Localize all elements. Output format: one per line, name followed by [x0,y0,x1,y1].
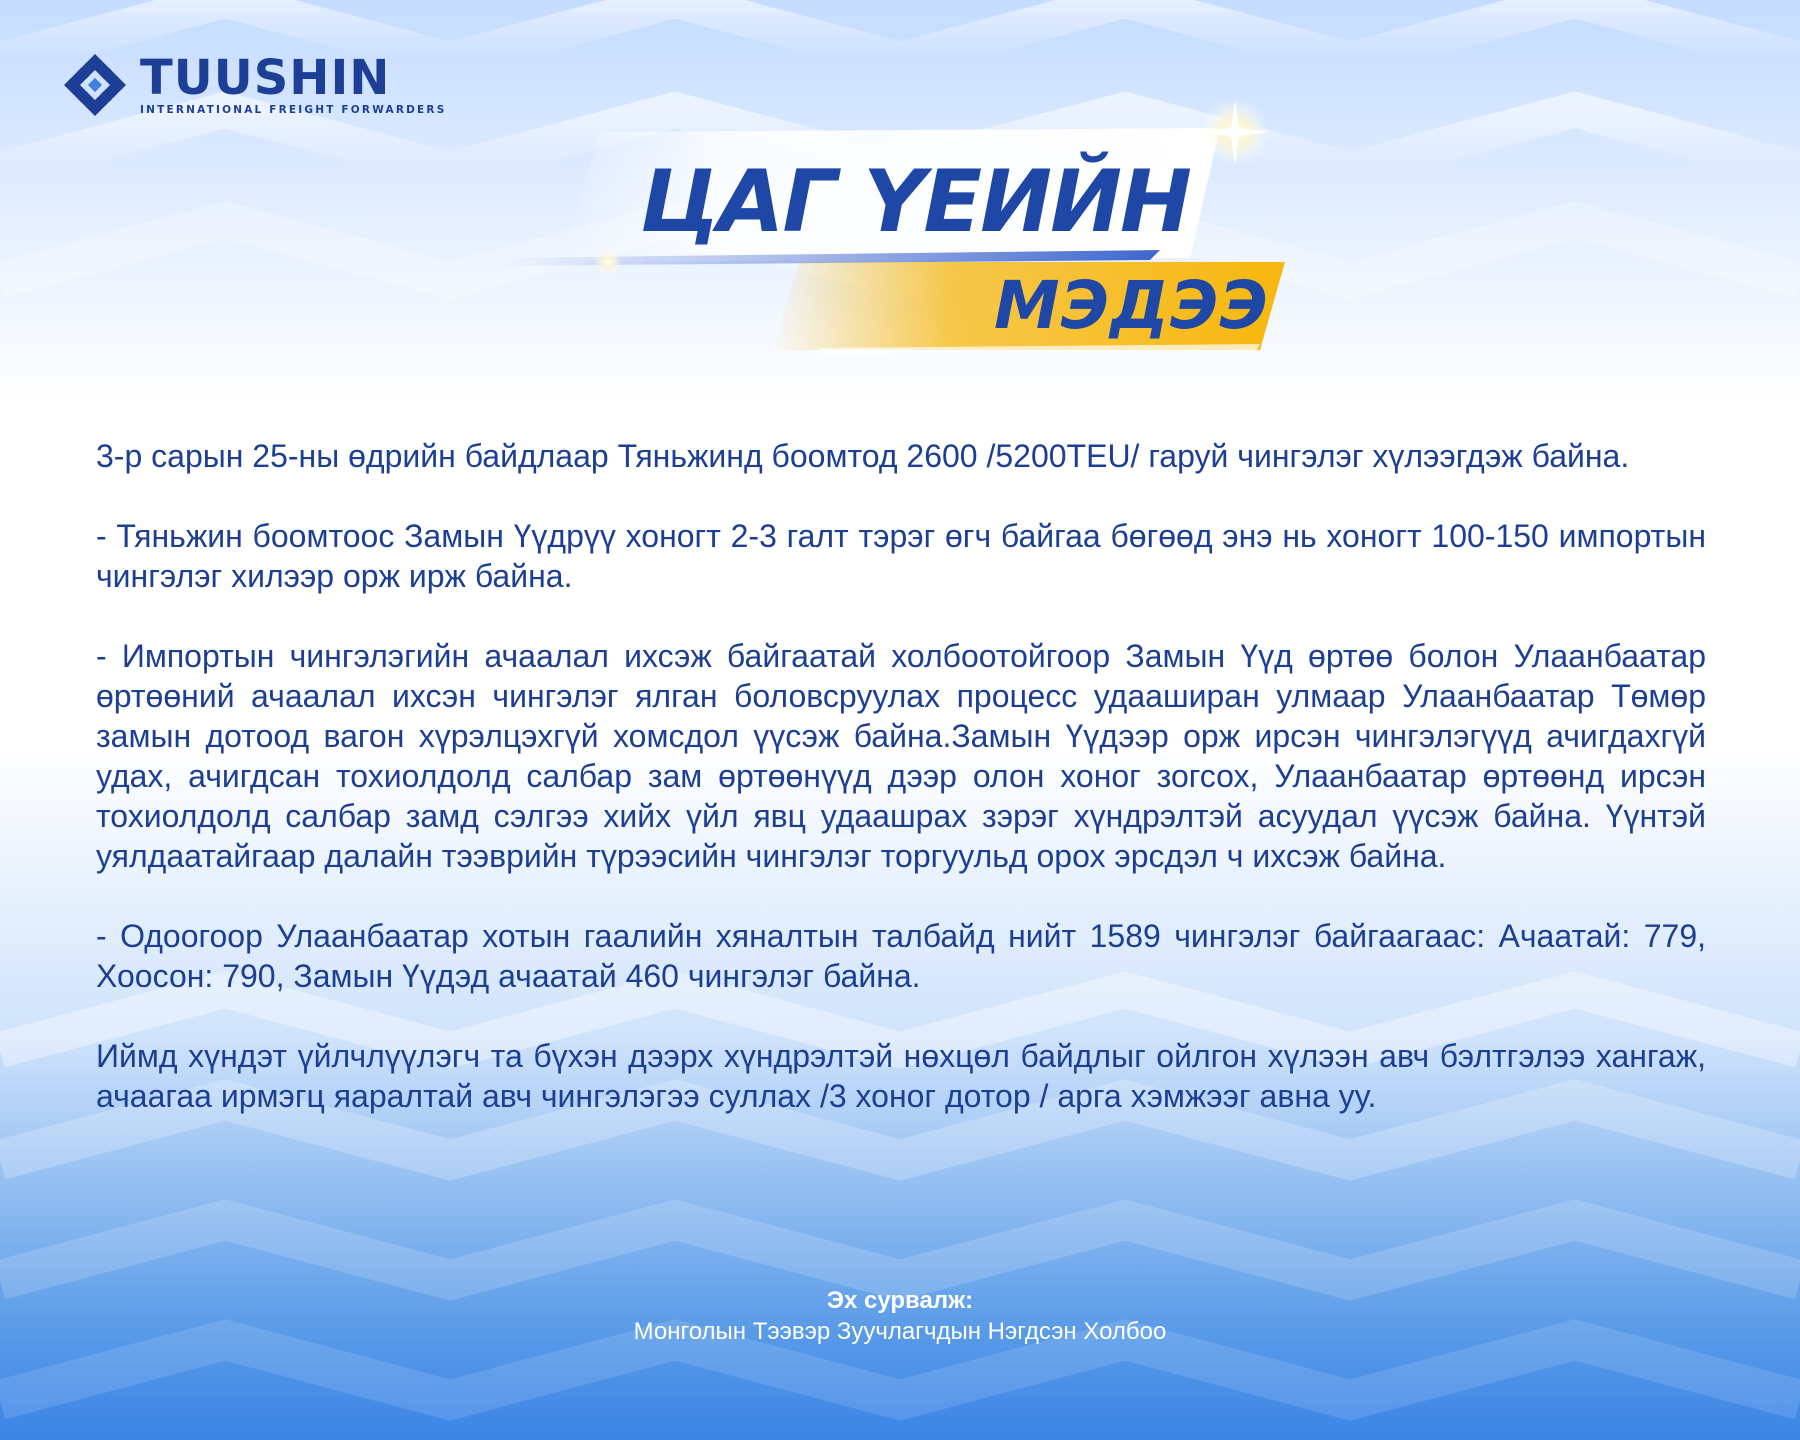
paragraph-congestion: - Импортын чингэлэгийн ачаалал ихсэж байгаатай холбоотойгоор Замын Үүд өртөө болон Улаанбаатар өртөөний ачаалал ихсэн чингэлэг ялган боловсруулах процесс удааширан улмаар Улаанбаатар Төмөр замын дотоод вагон хүрэлцэхгүй хомсдол үүсэж байна.Замын Үүдээр орж ирсэн чингэлэгүүд ачигдахгүй удах, ачигдсан тохиолдолд салбар зам өртөөнүүд дээр олон хоног зогсох, Улаанбаатар өртөөнд ирсэн тохиолдолд салбар замд сэлгээ хийх үйл явц удаашрах зэрэг хүндрэлтэй асуудал үүсэж байна. Үүнтэй уялдаатайгаар далайн тээврийн түрээсийн чингэлэг торгуульд орох эрсдэл ч ихсэж байна. [96,638,1706,874]
logo-tagline: INTERNATIONAL FREIGHT FORWARDERS [140,104,447,116]
source-organization: Монголын Тээвэр Зуучлагчдын Нэгдсэн Холбоо [633,1318,1167,1345]
headline-subtitle: МЭДЭЭ [994,267,1269,344]
paragraph-customer-notice: Иймд хүндэт үйлчлүүлэгч та бүхэн дээрх хүндрэлтэй нөхцөл байдлыг ойлгон хүлээн авч бэлтгэлээ хангаж, ачаагаа ирмэгц яаралтай авч чингэлэгээ суллах /3 хоног дотор / арга хэмжээг авна уу. [96,1038,1706,1114]
logo-mark-icon [60,50,130,120]
headline-banner [500,100,1320,360]
headline-title: ЦАГ ҮЕИЙН [640,152,1191,252]
source-credit [0,1286,1800,1348]
news-body [96,436,1706,1116]
paragraph-trains-per-day: - Тяньжин боомтоос Замын Үүдрүү хоногт 2-3 галт тэрэг өгч байгаа бөгөөд энэ нь хоногт 100-150 импортын чингэлэг хилээр орж ирж байна. [96,518,1706,594]
logo-name: TUUSHIN [140,50,391,106]
company-logo [60,50,447,122]
paragraph-customs-yard: - Одоогоор Улаанбаатар хотын гаалийн хяналтын талбайд нийт 1589 чингэлэг байгаагаас: Ачаатай: 779, Хоосон: 790, Замын Үүдэд ачаатай 460 чингэлэг байна. [96,918,1706,994]
source-label: Эх сурвалж: [826,1287,974,1314]
paragraph-port-waiting: 3-р сарын 25-ны өдрийн байдлаар Тяньжинд боомтод 2600 /5200TEU/ гаруй чингэлэг хүлээгдэж байна. [96,438,1630,474]
